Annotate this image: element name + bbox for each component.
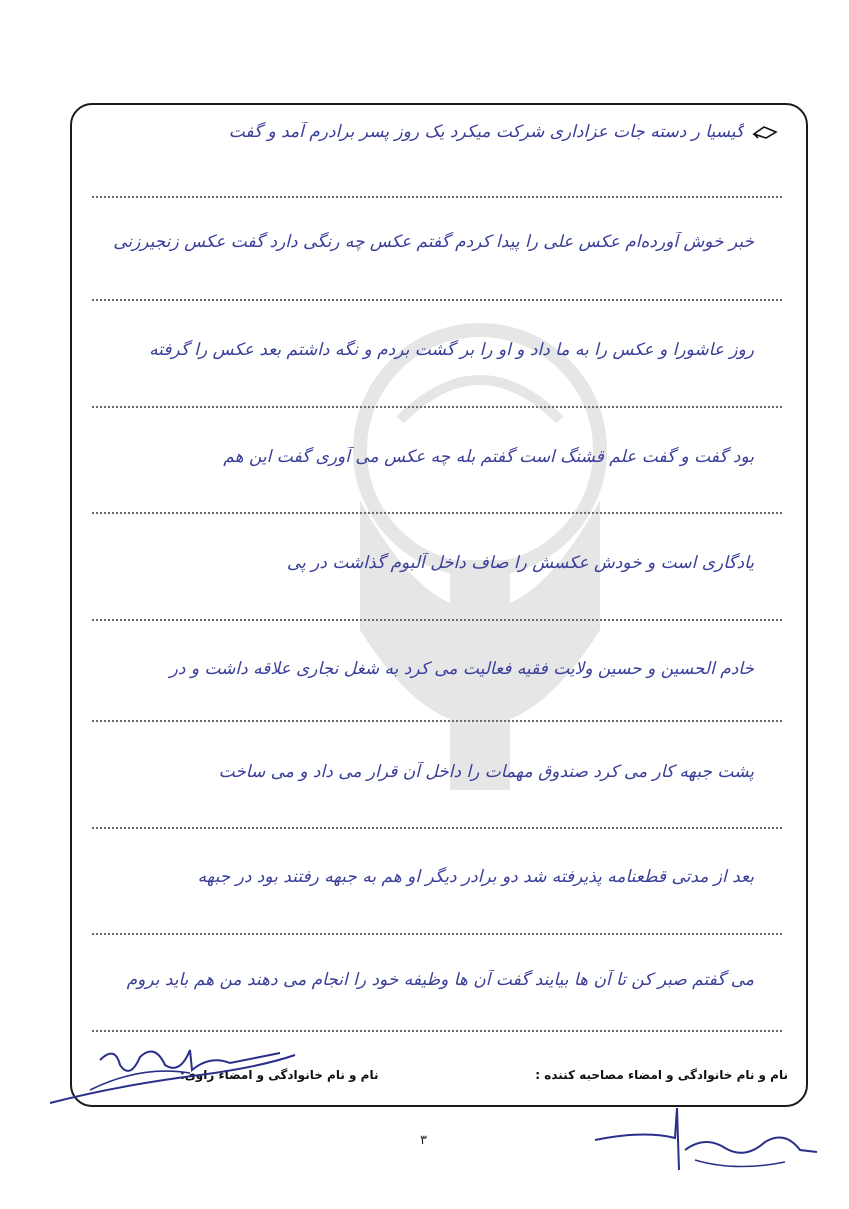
handwritten-line-7: پشت جبهه کار می کرد صندوق مهمات را داخل آن قرار می داد و می ساخت	[218, 762, 754, 782]
dotted-rule	[92, 406, 782, 408]
page-number: ۳	[420, 1133, 427, 1148]
narrator-signature-label: نام و نام خانوادگی و امضاء راوی:	[180, 1068, 379, 1082]
dotted-rule	[92, 933, 782, 935]
pen-icon	[752, 124, 778, 140]
interviewer-signature	[585, 1100, 825, 1180]
handwritten-line-9: می گفتم صبر کن تا آن ها بیایند گفت آن ها وظیفه خود را انجام می دهند من هم باید بروم	[126, 970, 754, 990]
handwritten-line-1: گیسیا ر‌ دسته جات عزاداری شرکت میکرد یک روز پسر برادرم آمد و گفت	[228, 122, 744, 142]
dotted-rule	[92, 1030, 782, 1032]
dotted-rule	[92, 619, 782, 621]
handwritten-line-8: بعد از مدتی قطعنامه پذیرفته شد دو برادر دیگر او هم به جبهه رفتند بود در جبهه	[197, 867, 754, 887]
narrator-signature	[40, 1035, 300, 1115]
dotted-rule	[92, 827, 782, 829]
handwritten-line-6: خادم الحسین و حسین ولایت فقیه فعالیت می کرد به شغل نجاری علاقه داشت و در	[169, 659, 754, 679]
handwritten-line-2: خبر خوش آورده‌ام عکس علی را پیدا کردم گفتم عکس چه رنگی دارد گفت عکس زنجیرزنی	[113, 232, 754, 252]
dotted-rule	[92, 720, 782, 722]
dotted-rule	[92, 299, 782, 301]
interviewer-signature-label: نام و نام خانوادگی و امضاء مصاحبه کننده :	[535, 1068, 788, 1082]
content-frame	[70, 103, 808, 1107]
handwritten-line-4: بود گفت و گفت علم قشنگ است گفتم بله چه عکس می آوری گفت این هم	[223, 447, 754, 467]
dotted-rule	[92, 512, 782, 514]
handwritten-line-3: روز عاشورا و عکس را به ما داد و او را بر گشت بردم و نگه داشتم بعد عکس را گرفته	[149, 340, 754, 360]
handwritten-line-5: یادگاری است و خودش عکسش را صاف داخل آلبوم گذاشت در پی	[286, 553, 754, 573]
dotted-rule	[92, 196, 782, 198]
